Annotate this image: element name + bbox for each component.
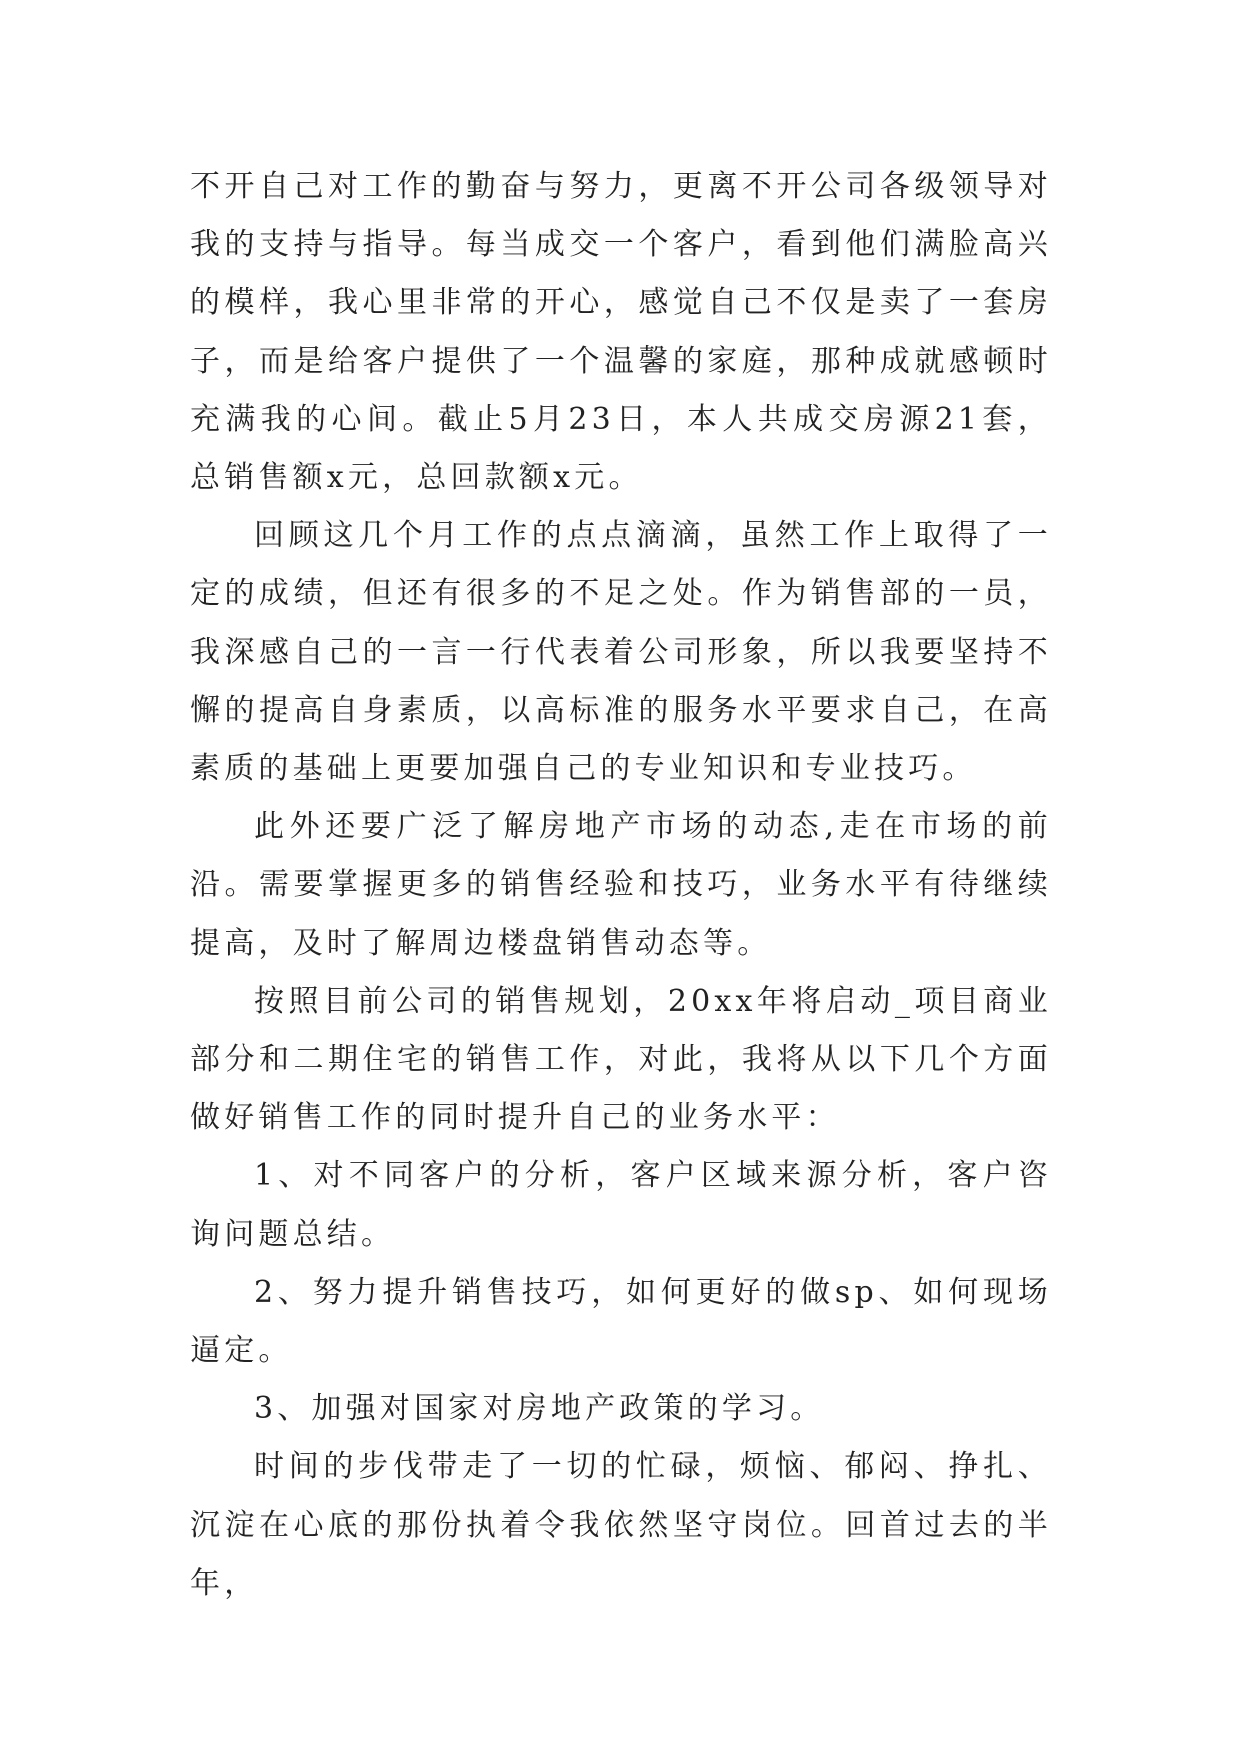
paragraph-market: 此外还要广泛了解房地产市场的动态,走在市场的前沿。需要掌握更多的销售经验和技巧，业务水平有待继续提高，及时了解周边楼盘销售动态等。 (190, 809, 1052, 961)
list-item-sales-skills: 2、努力提升销售技巧，如何更好的做sp、如何现场逼定。 (190, 1274, 1052, 1369)
paragraph-work-results: 不开自己对工作的勤奋与努力，更离不开公司各级领导对我的支持与指导。每当成交一个客户，看到他们满脸高兴的模样，我心里非常的开心，感觉自己不仅是卖了一套房子，而是给客户提供了一个温馨的家庭，那种成就感顿时充满我的心间。截止5月23日，本人共成交房源21套，总销售额x元，总回款额x元。 (190, 169, 1052, 496)
document-body (190, 158, 1052, 1613)
list-item-customer-analysis: 1、对不同客户的分析，客户区域来源分析，客户咨询问题总结。 (190, 1158, 1052, 1252)
paragraph-sales-plan: 按照目前公司的销售规划，20xx年将启动_项目商业部分和二期住宅的销售工作，对此，我将从以下几个方面做好销售工作的同时提升自己的业务水平： (190, 983, 1052, 1136)
paragraph-reflection: 时间的步伐带走了一切的忙碌，烦恼、郁闷、挣扎、沉淀在心底的那份执着令我依然坚守岗位。回首过去的半年， (190, 1449, 1052, 1601)
paragraph-review: 回顾这几个月工作的点点滴滴，虽然工作上取得了一定的成绩，但还有很多的不足之处。作为销售部的一员，我深感自己的一言一行代表着公司形象，所以我要坚持不懈的提高自身素质，以高标准的服务水平要求自己，在高素质的基础上更要加强自己的专业知识和专业技巧。 (190, 518, 1052, 787)
list-item-policy-study: 3、加强对国家对房地产政策的学习。 (254, 1391, 825, 1427)
